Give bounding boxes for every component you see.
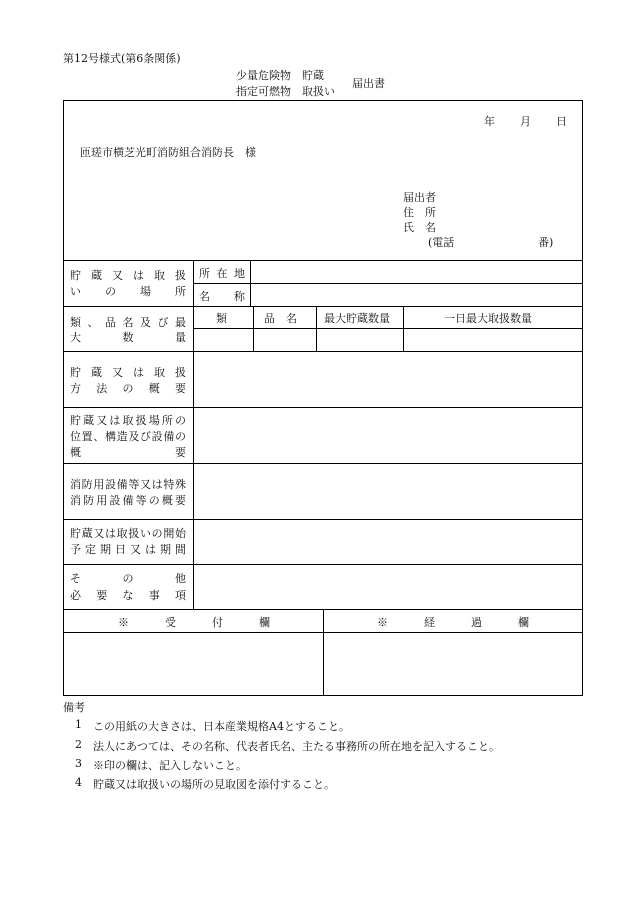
note-4-text: 貯蔵又は取扱いの場所の見取図を添付すること。 [93, 778, 335, 791]
notes-title: 備考 [63, 701, 85, 714]
form-title-suffix: 届出書 [352, 77, 385, 90]
method-label-line2: 方法の概要 [70, 382, 186, 395]
note-3-number: 3 [75, 757, 82, 770]
location-label-line1: 貯蔵又は取扱 [70, 269, 186, 282]
progress-header: ※経過欄 [377, 616, 529, 629]
schedule-label-line2: 予定期日又は期間 [70, 543, 186, 556]
daily-max-field[interactable] [404, 329, 581, 350]
note-1-text: この用紙の大きさは、日本産業規格A4とすること。 [93, 720, 350, 733]
location-name-field[interactable] [251, 284, 581, 305]
form-title-line2: 指定可燃物 取扱い [236, 85, 335, 98]
note-1-number: 1 [75, 718, 82, 731]
structure-field[interactable] [194, 408, 581, 462]
structure-label-line1: 貯蔵又は取扱場所の [70, 414, 186, 427]
max-storage-field[interactable] [317, 329, 402, 350]
applicant-phone-label: (電話 [428, 236, 455, 249]
items-label-line2: 大数量 [70, 331, 186, 344]
form-table [63, 100, 583, 696]
method-label-line1: 貯蔵又は取扱 [70, 366, 186, 379]
applicant-address-label: 住 所 [403, 206, 436, 219]
date-year-label: 年 [484, 115, 495, 128]
col-daily-max-header: 一日最大取扱数量 [444, 312, 532, 325]
form-number: 第12号様式(第6条関係) [63, 52, 181, 65]
other-label-line2: 必要な事項 [70, 589, 186, 602]
note-2-text: 法人にあつては、その名称、代表者氏名、主たる事務所の所在地を記入すること。 [93, 740, 500, 753]
note-2-number: 2 [75, 738, 82, 751]
note-4-number: 4 [75, 776, 82, 789]
form-title-line1: 少量危険物 貯蔵 [236, 69, 324, 82]
structure-label-line2: 位置、構造及び設備の [70, 430, 186, 443]
fire-equipment-label-line1: 消防用設備等又は特殊 [70, 478, 186, 491]
location-address-field[interactable] [251, 261, 581, 282]
date-month-label: 月 [520, 115, 531, 128]
col-item-header: 品 名 [264, 312, 297, 325]
reception-header: ※受付欄 [118, 616, 270, 629]
applicant-label: 届出者 [403, 191, 436, 204]
location-name-label: 名 称 [199, 290, 245, 303]
schedule-field[interactable] [194, 520, 581, 563]
applicant-phone-suffix: 番) [538, 236, 554, 249]
col-max-storage-header: 最大貯蔵数量 [324, 312, 390, 325]
applicant-name-label: 氏 名 [403, 221, 436, 234]
schedule-label-line1: 貯蔵又は取扱いの開始 [70, 527, 186, 540]
date-day-label: 日 [556, 115, 567, 128]
fire-equipment-label-line2: 消防用設備等の概要 [70, 494, 186, 507]
method-field[interactable] [194, 352, 581, 406]
items-label-line1: 類、品名及び最 [70, 316, 186, 329]
fire-equipment-field[interactable] [194, 464, 581, 518]
structure-label-line3: 概要 [70, 446, 186, 459]
other-field[interactable] [194, 565, 581, 608]
location-label-line2: いの場所 [70, 285, 186, 298]
location-address-label: 所在地 [199, 267, 245, 280]
other-label-line1: その他 [70, 572, 186, 585]
col-class-header: 類 [216, 312, 227, 325]
item-field[interactable] [254, 329, 315, 350]
class-field[interactable] [194, 329, 252, 350]
note-3-text: ※印の欄は、記入しないこと。 [93, 759, 247, 772]
addressee: 匝瑳市横芝光町消防組合消防長 様 [80, 146, 256, 159]
